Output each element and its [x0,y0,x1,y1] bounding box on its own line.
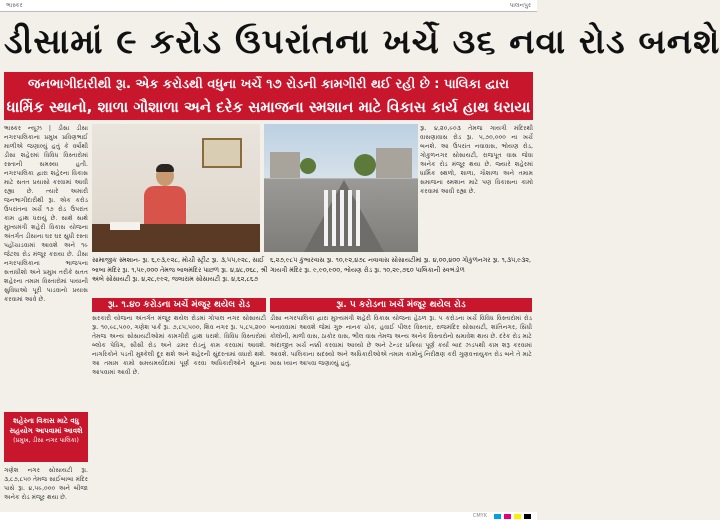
banner-line-1: જનભાગીદારીથી રૂા. એક કરોડથી વધુના ખર્ચે ૧૭ રોડની કામગીરી થઈ રહી છે : પાલિકા દ્વારા [28,77,509,92]
swatch-yellow [514,514,521,519]
subhead-left: રૂા. ૧.૪૦ કરોડના ખર્ચે મંજૂર થયેલ રોડ [92,298,266,312]
swatch-black [524,514,531,519]
tree [300,158,316,174]
stats-right: ૬,૨૭,૯૮૫ કુંભારવાસ રૂા. ૧૦,૯૨,૪૭૮ નવાવાસ સોસાયટીમાં રૂા. ૪,૦૦,૪૦૦ ગોકુળનગર રૂા. ૧,૩૫,૯૩૨, ગાયત્રી મંદિર રૂા. ૯,૯૦,૯૦૦, ભોયણ રોડ રૂા. ૧૦,૨૯,૭૬૦ પાલિકાની સ્વભંડોળ [270,256,532,274]
quote-box-title: શહેરના વિકાસ માટે વધુ સહયોગ આપવામાં આવશે [9,417,83,435]
office-photo [92,124,260,252]
cmyk-mark: CMYK [472,513,487,519]
wall-frame [202,138,242,168]
right-column-text: રૂા. ૪,૨૦,૯૦૩ તેમજ ગાયત્રી મંદિરથી વાસણાવાસ રોડ રૂા. ૫,૭૦,૦૦૦ ના ખર્ચે બનશે. આ ઉપરાંત નવાવાસ, ભોયણ રોડ, ગોકુળનગર સોસાયટી, રાજપૂત વાસ જેવા અનેક રોડ મંજૂર થયા છે. જ્યારે શહેરમાં ધાર્મિક સ્થળો, શાળા, ગૌશાળા અને તમામ સમાજના સ્મશાન માટે પણ વિકાસના કામો કરવામાં આવી રહ્યા છે. [420,125,533,195]
road-photo [264,124,418,252]
building [376,148,412,178]
stats-left: સામાજીક સ્મશાન- રૂા. ૬,૯૩,૯૨૮, મોચી સ્ટ્રીટ રૂા. ૩,૫૫,૯૨૮, સાઈ બાબા મંદિર રૂા. ૧,૫૯,૦૦૦ તેમજ બાલમંદિર પાછળ રૂા. ૪,૪૮,૦૬૮, શ્રી અંબે સોસાયટી રૂા. ૪,૨૮,૯૯૨, જલારામ સોસાયટી રૂા. ૪,૬૨,૮૬૭ [92,256,268,283]
left-column-text: ભાસ્કર ન્યૂઝ | ડીસા ડીસા નગરપાલિકાના પ્રમુખ પ્રવિણભાઈ માળીએ જણાવ્યું હતું કે વર્ષોથી ડીસા શહેરમાં વિવિધ વિસ્તારોમાં રસ્તાની સમસ્યા હતી. નગરપાલિકા દ્વારા શહેરના વિકાસ માટે સતત પ્રયાસો કરવામાં આવી રહ્યા છે. ત્યારે અમારી જનભાગીદારીથી રૂા. એક કરોડ ઉપરાંતના ખર્ચે ૧૭ રોડ ઉપરાંત કામ હાથ ધરાયું છે. સાથે સાથે મુખ્યમંત્રી શહેરી વિકાસ યોજના અંતર્ગત ડીસાના ઘર ઘર સુધી રસ્તા પહોંચાડવામાં આવશે અને ૧૯ જેટલા રોડ મંજૂર કરાયા છે. ડીસા નગરપાલિકાના ભાજપના સત્તાધીશો અને પ્રમુખ તરીકે સતત શહેરના તમામ વિસ્તારોમાં પાયાની સુવિધાઓ પૂરી પાડવાનો પ્રયાસ કરવામાં આવે છે. [4,125,88,303]
zebra-stripe [348,190,352,246]
left-bottom-text: ગણેશ નગર સોસાયટી રૂા. ૩,૮૭,૮૫૦ તેમજ સાઈબાબા મંદિર પાસે રૂા. ૪,૫૯,૦૦૦ અને બીજા અનેક રોડ મંજૂર થયા છે. [4,467,88,501]
headline: ડીસામાં ૯ કરોડ ઉપરાંતના ખર્ચે ૩૬ નવા રોડ બનશે [4,22,720,62]
body-left: સરકારી યોજના અંતર્ગત મંજૂર થયેલ રોડમાં ગોપાલ નગર સોસાયટી રૂા. ૧૦,૯૮,૫૦૦, ગણેશ પાર્ક રૂા. ૭,૮૫,૫૦૦, શિવ નગર રૂા. ૫,૮૫,૨૦૦ તેમજ અન્ય સોસાયટીઓમાં કામગીરી હાથ ધરાશે. વિવિધ વિસ્તારોમાં બ્લોક પેવિંગ, સીસી રોડ અને ડામર રોડનું કામ કરવામાં આવશે. નાગરિકોને પડતી મુશ્કેલી દૂર થશે અને શહેરની સુંદરતામાં વધારો થશે. આ તમામ કામો સમયમર્યાદામાં પૂર્ણ કરવા અધિકારીઓને સૂચના આપવામાં આવી છે. [92,315,266,376]
swatch-cyan [494,514,501,519]
zebra-stripe [340,190,344,246]
header-left-text: ભાસ્કર [6,1,23,9]
print-footer [0,512,537,520]
person-figure [142,166,188,226]
body-right: ડીસા નગરપાલિકા દ્વારા મુખ્યમંત્રી શહેરી વિકાસ યોજના હેઠળ રૂા. ૫ કરોડના ખર્ચે વિવિધ વિસ્તારોમાં રોડ બનાવવામાં આવશે જેમાં ગુરુ નાનક ચોક, હવાઈ પીલર વિસ્તાર, રાજમંદિર સોસાયટી, શાંતિનગર, સિંધી કોલોની, માળી વાસ, ઠાકોર વાસ, ભીલ વાસ તેમજ અન્ય અનેક વિસ્તારોનો સમાવેશ થાય છે. દરેક રોડ માટે અંદાજીત ખર્ચ નક્કી કરવામાં આવ્યો છે અને ટેન્ડર પ્રક્રિયા પૂર્ણ કર્યા બાદ ઝડપથી કામ શરૂ કરવામાં આવશે. પાલિકાના સદસ્યો અને અધિકારીઓએ તમામ કામોનું નિરીક્ષણ કરી ગુણવત્તાયુક્ત રોડ બને તે માટે ખાસ ધ્યાન આપવા જણાવ્યું હતું. [270,315,532,367]
road-surface [304,180,384,252]
swatch-magenta [504,514,511,519]
header-right-text: પાલનપુર [509,1,531,9]
quote-box-sub: (પ્રમુખ, ડીસા નગર પાલિકા) [13,437,79,444]
zebra-stripe [356,190,360,246]
building [270,152,300,178]
zebra-stripe [324,190,328,246]
page-header-strip [0,0,537,12]
quote-box [4,412,88,462]
banner-line-2: ધાર્મિક સ્થાનો, શાળા ગૌશાળા અને દરેક સમાજના સ્મશાન માટે વિકાસ કાર્ય હાથ ધરાયા [6,98,531,116]
subhead-right: રૂા. ૫ કરોડના ખર્ચે મંજૂર થયેલ રોડ [270,298,532,312]
zebra-stripe [332,190,336,246]
desk-paper [110,222,140,230]
tree [354,154,376,176]
highlight-banner [4,72,533,120]
